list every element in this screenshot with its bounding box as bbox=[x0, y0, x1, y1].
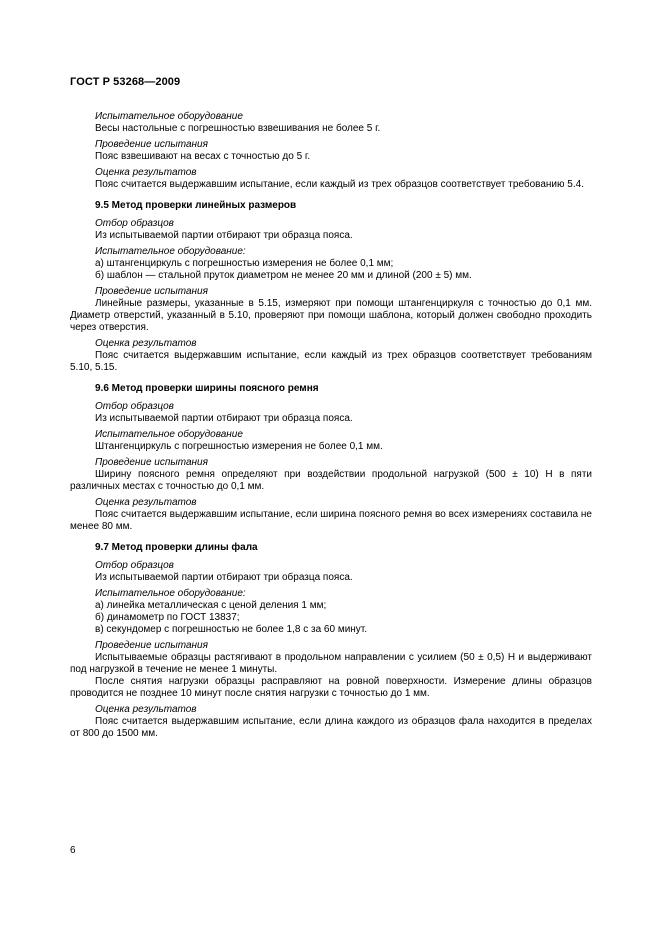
body-paragraph: Пояс считается выдержавшим испытание, если каждый из трех образцов соответствует требованиям 5.10, 5.15. bbox=[70, 350, 592, 373]
subsection-label: Отбор образцов bbox=[95, 401, 174, 412]
body-paragraph: Линейные размеры, указанные в 5.15, измеряют при помощи штангенциркуля с точностью до 0,1 мм. Диаметр отверстий, указанный в 5.10, проверяют при помощи шаблона, который должен свободно проходить через отверстия. bbox=[70, 298, 592, 333]
subsection-label: Проведение испытания bbox=[95, 640, 208, 651]
section-heading: 9.6 Метод проверки ширины поясного ремня bbox=[95, 383, 319, 394]
body-paragraph: Штангенциркуль с погрешностью измерения не более 0,1 мм. bbox=[95, 441, 383, 452]
subsection-label: Испытательное оборудование: bbox=[95, 588, 246, 599]
body-paragraph: Пояс взвешивают на весах с точностью до 5 г. bbox=[95, 151, 311, 162]
section-heading: 9.7 Метод проверки длины фала bbox=[95, 542, 258, 553]
body-paragraph: Из испытываемой партии отбирают три образца пояса. bbox=[95, 572, 353, 583]
body-paragraph: Весы настольные с погрешностью взвешивания не более 5 г. bbox=[95, 123, 381, 134]
subsection-label: Оценка результатов bbox=[95, 497, 197, 508]
document-body bbox=[70, 107, 592, 740]
section-heading: 9.5 Метод проверки линейных размеров bbox=[95, 200, 297, 211]
body-paragraph: б) шаблон — стальной пруток диаметром не менее 20 мм и длиной (200 ± 5) мм. bbox=[95, 270, 472, 281]
subsection-label: Оценка результатов bbox=[95, 338, 197, 349]
body-paragraph: а) линейка металлическая с ценой деления 1 мм; bbox=[95, 600, 327, 611]
body-paragraph: а) штангенциркуль с погрешностью измерения не более 0,1 мм; bbox=[95, 258, 394, 269]
body-paragraph: Из испытываемой партии отбирают три образца пояса. bbox=[95, 230, 353, 241]
body-paragraph: Пояс считается выдержавшим испытание, если длина каждого из образцов фала находится в пределах от 800 до 1500 мм. bbox=[70, 716, 592, 739]
subsection-label: Испытательное оборудование bbox=[95, 111, 243, 122]
body-paragraph: Испытываемые образцы растягивают в продольном направлении с усилием (50 ± 0,5) Н и выдерживают под нагрузкой в течение не менее 1 минуты. bbox=[70, 652, 592, 675]
subsection-label: Проведение испытания bbox=[95, 139, 208, 150]
subsection-label: Испытательное оборудование bbox=[95, 429, 243, 440]
body-paragraph: После снятия нагрузки образцы расправляют на ровной поверхности. Измерение длины образцов проводится не позднее 10 минут после снятия нагрузки с точностью до 1 мм. bbox=[70, 676, 592, 699]
subsection-label: Оценка результатов bbox=[95, 167, 197, 178]
body-paragraph: в) секундомер с погрешностью не более 1,8 с за 60 минут. bbox=[95, 624, 368, 635]
body-paragraph: Пояс считается выдержавшим испытание, если ширина поясного ремня во всех измерениях составила не менее 80 мм. bbox=[70, 509, 592, 532]
page-number: 6 bbox=[70, 845, 76, 856]
subsection-label: Отбор образцов bbox=[95, 218, 174, 229]
subsection-label: Испытательное оборудование: bbox=[95, 246, 246, 257]
subsection-label: Отбор образцов bbox=[95, 560, 174, 571]
body-paragraph: Из испытываемой партии отбирают три образца пояса. bbox=[95, 413, 353, 424]
body-paragraph: Ширину поясного ремня определяют при воздействии продольной нагрузкой (500 ± 10) Н в пяти различных местах с точностью до 0,1 мм. bbox=[70, 469, 592, 492]
document-code-header: ГОСТ Р 53268—2009 bbox=[70, 76, 181, 88]
body-paragraph: б) динамометр по ГОСТ 13837; bbox=[95, 612, 240, 623]
body-paragraph: Пояс считается выдержавшим испытание, если каждый из трех образцов соответствует требованию 5.4. bbox=[95, 179, 584, 190]
subsection-label: Оценка результатов bbox=[95, 704, 197, 715]
subsection-label: Проведение испытания bbox=[95, 457, 208, 468]
subsection-label: Проведение испытания bbox=[95, 286, 208, 297]
